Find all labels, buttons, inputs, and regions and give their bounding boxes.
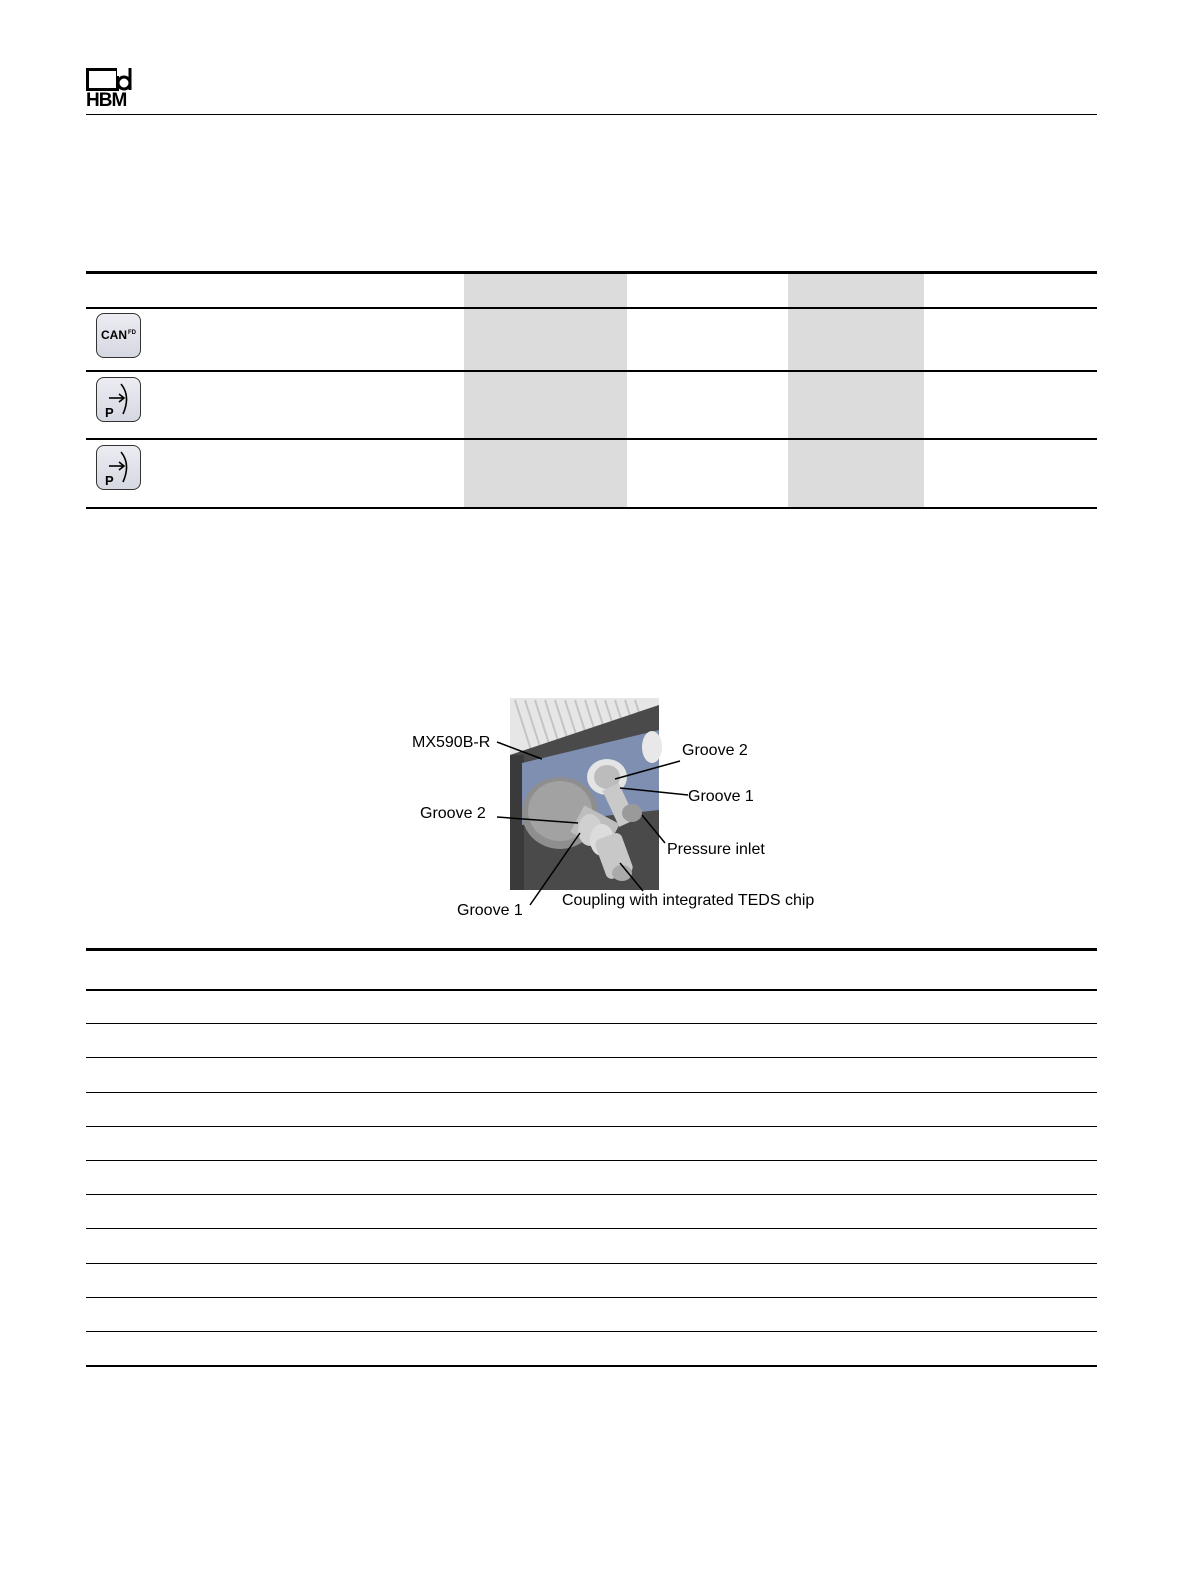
table-row-rule	[86, 989, 1097, 991]
can-fd-icon	[96, 313, 141, 358]
table-row	[96, 313, 143, 360]
table-row-rule	[86, 1331, 1097, 1332]
table-row-rule	[86, 1126, 1097, 1127]
label-groove-2-right: Groove 2	[682, 742, 748, 759]
table-row-rule	[86, 370, 1097, 372]
shaded-column	[464, 274, 627, 509]
hbm-logo	[86, 68, 134, 112]
label-groove-1-right: Groove 1	[688, 788, 754, 805]
header-rule	[86, 114, 1097, 115]
table-row	[96, 445, 143, 492]
table-header-rule	[86, 307, 1097, 309]
logo-text: HBM	[86, 90, 127, 111]
table-top-rule	[86, 271, 1097, 274]
label-groove-2-left: Groove 2	[420, 805, 486, 822]
hbm-logo-mark-icon	[86, 68, 134, 92]
pressure-icon	[96, 377, 141, 422]
table-row-rule	[86, 1297, 1097, 1298]
table-row	[96, 377, 143, 424]
table-bottom-rule	[86, 1365, 1097, 1367]
can-icon-label: CAN	[101, 328, 127, 342]
label-coupling: Coupling with integrated TEDS chip	[562, 892, 815, 909]
label-groove-1-left: Groove 1	[457, 902, 523, 919]
label-pressure-inlet: Pressure inlet	[667, 841, 765, 858]
table-row-rule	[86, 1194, 1097, 1195]
can-icon-sup: FD	[128, 330, 136, 336]
connection-table	[86, 271, 1097, 509]
table-bottom-rule	[86, 507, 1097, 509]
table-top-rule	[86, 948, 1097, 951]
pressure-icon-label: P	[105, 405, 114, 420]
table-row-rule	[86, 1263, 1097, 1264]
table-row-rule	[86, 438, 1097, 440]
table-row-rule	[86, 1092, 1097, 1093]
table-row-rule	[86, 1160, 1097, 1161]
shaded-column	[788, 274, 924, 509]
table-row-rule	[86, 1023, 1097, 1024]
table-row-rule	[86, 1228, 1097, 1229]
pressure-icon-label: P	[105, 473, 114, 488]
table-row-rule	[86, 1057, 1097, 1058]
label-mx590b-r: MX590B-R	[412, 734, 491, 751]
device-figure	[410, 695, 840, 925]
pressure-icon	[96, 445, 141, 490]
spec-table	[86, 948, 1097, 1369]
